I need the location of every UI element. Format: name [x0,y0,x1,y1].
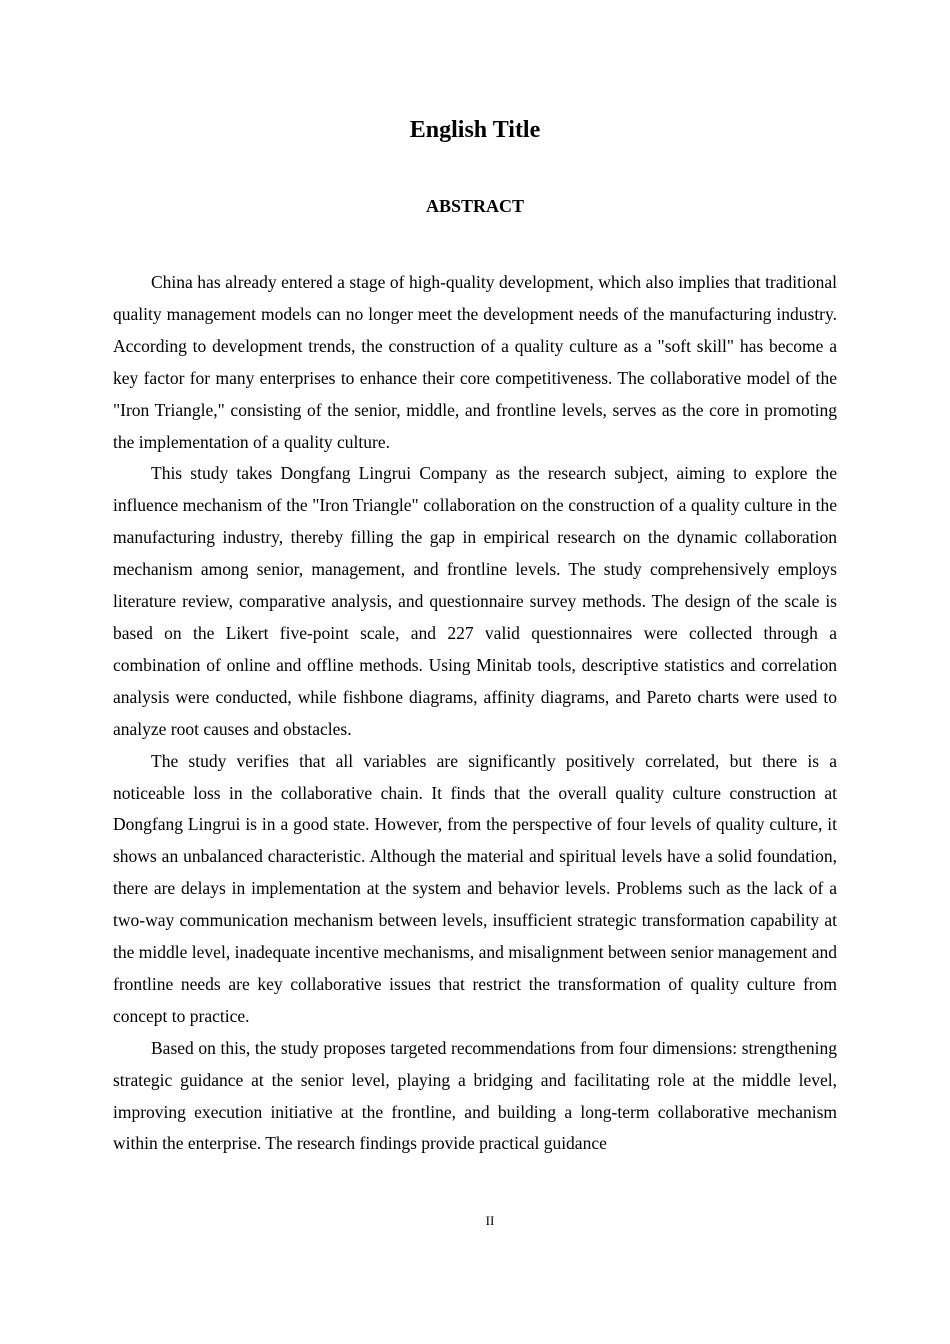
page-title: English Title [409,117,541,143]
abstract-heading: ABSTRACT [425,196,525,216]
page-number: II [485,1213,495,1228]
abstract-paragraph-4: Based on this, the study proposes targeted recommendations from four dimensions: strengthening strategic guidance at the senior level, playing a bridging and facilitating role at the middle level, improving execution initiative at the frontline, and building a long-term collaborative mechanism within the enterprise. The research findings provide practical guidance [113,1037,837,1154]
abstract-body [113,267,837,1160]
abstract-paragraph-2: This study takes Dongfang Lingrui Company as the research subject, aiming to explore the influence mechanism of the "Iron Triangle" collaboration on the construction of a quality culture in the manufacturing industry, thereby filling the gap in empirical research on the dynamic collaboration mechanism among senior, management, and frontline levels. The study comprehensively employs literature review, comparative analysis, and questionnaire survey methods. The design of the scale is based on the Likert five-point scale, and 227 valid questionnaires were collected through a combination of online and offline methods. Using Minitab tools, descriptive statistics and correlation analysis were conducted, while fishbone diagrams, affinity diagrams, and Pareto charts were used to analyze root causes and obstacles. [113,463,837,739]
abstract-paragraph-1: China has already entered a stage of high-quality development, which also implies that traditional quality management models can no longer meet the development needs of the manufacturing industry. According to development trends, the construction of a quality culture as a "soft skill" has become a key factor for many enterprises to enhance their core competitiveness. The collaborative model of the "Iron Triangle," consisting of the senior, middle, and frontline levels, serves as the core in promoting the implementation of a quality culture. [113,272,837,452]
abstract-paragraph-3: The study verifies that all variables are significantly positively correlated, but there is a noticeable loss in the collaborative chain. It finds that the overall quality culture construction at Dongfang Lingrui is in a good state. However, from the perspective of four levels of quality culture, it shows an unbalanced characteristic. Although the material and spiritual levels have a solid foundation, there are delays in implementation at the system and behavior levels. Problems such as the lack of a two-way communication mechanism between levels, insufficient strategic transformation capability at the middle level, inadequate incentive mechanisms, and misalignment between senior management and frontline needs are key collaborative issues that restrict the transformation of quality culture from concept to practice. [113,750,837,1026]
